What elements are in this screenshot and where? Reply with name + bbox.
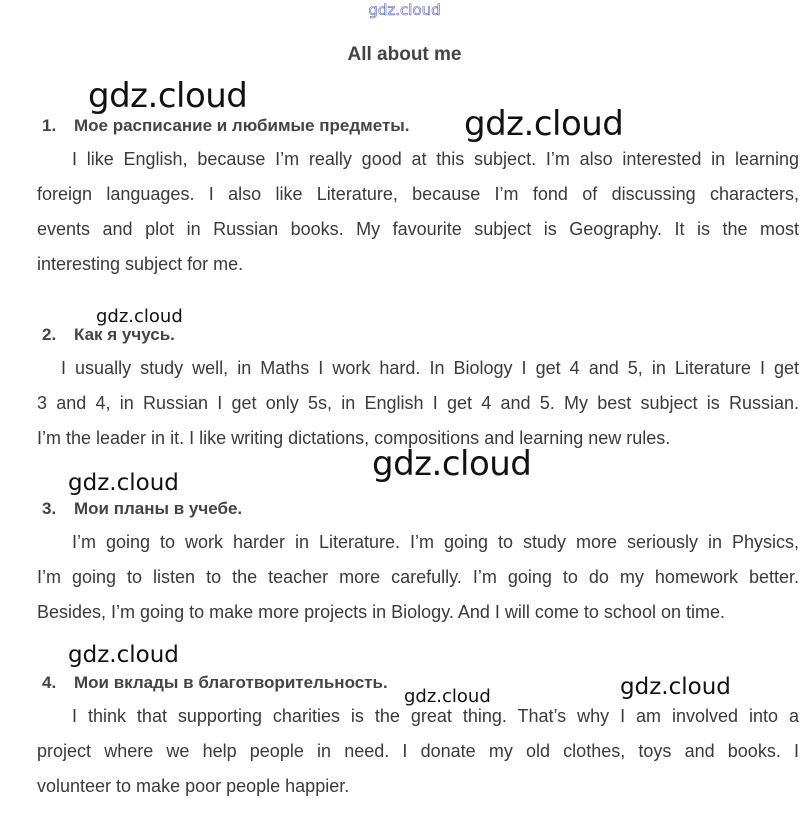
- section-heading-plans: [42, 499, 242, 519]
- paragraph-line: foreign languages. I also like Literature, because I’m fond of discussing characters,: [37, 184, 799, 204]
- watermark: gdz.cloud: [372, 444, 532, 484]
- section-heading-charity: [42, 673, 388, 693]
- watermark: gdz.cloud: [68, 470, 179, 496]
- paragraph-line: events and plot in Russian books. My favourite subject is Geography. It is the most: [37, 219, 799, 239]
- paragraph-line: I’m the leader in it. I like writing dictations, compositions and learning new rules.: [37, 428, 671, 448]
- section-number: 3.: [42, 499, 57, 518]
- paragraph-line: volunteer to make poor people happier.: [37, 776, 350, 796]
- section-title: Мои вклады в благотворительность.: [74, 673, 388, 692]
- watermark: gdz.cloud: [464, 104, 624, 144]
- section-heading-schedule: [42, 116, 410, 136]
- section-number: 1.: [42, 116, 57, 135]
- watermark: gdz.cloud: [96, 306, 183, 327]
- paragraph-line: I like English, because I’m really good at this subject. I’m also interested in learning: [72, 149, 799, 169]
- section-title: Мои планы в учебе.: [74, 499, 243, 518]
- paragraph-line: interesting subject for me.: [37, 254, 244, 274]
- watermark: gdz.cloud: [68, 642, 179, 668]
- paragraph-line: Besides, I’m going to make more projects in Biology. And I will come to school on time.: [37, 602, 725, 622]
- watermark: gdz.cloud: [404, 686, 491, 707]
- watermark: gdz.cloud: [88, 76, 248, 116]
- paragraph-line: I’m going to work harder in Literature. I’m going to study more seriously in Physics,: [72, 532, 799, 552]
- top-watermark: gdz.cloud: [368, 1, 441, 19]
- section-number: 2.: [42, 325, 57, 344]
- paragraph-line: I think that supporting charities is the great thing. That’s why I am involved into a: [72, 706, 799, 726]
- page-title: All about me: [347, 44, 462, 65]
- section-number: 4.: [42, 673, 57, 692]
- paragraph-line: I’m going to listen to the teacher more carefully. I’m going to do my homework better.: [37, 567, 799, 587]
- section-title: Как я учусь.: [74, 325, 175, 344]
- paragraph-line: I usually study well, in Maths I work hard. In Biology I get 4 and 5, in Literature I get: [61, 358, 799, 378]
- section-title: Мое расписание и любимые предметы.: [74, 116, 410, 135]
- paragraph-line: project where we help people in need. I donate my old clothes, toys and books. I: [37, 741, 799, 761]
- section-heading-study: [42, 325, 175, 345]
- watermark: gdz.cloud: [620, 674, 731, 700]
- paragraph-line: 3 and 4, in Russian I get only 5s, in English I get 4 and 5. My best subject is Russian.: [37, 393, 799, 413]
